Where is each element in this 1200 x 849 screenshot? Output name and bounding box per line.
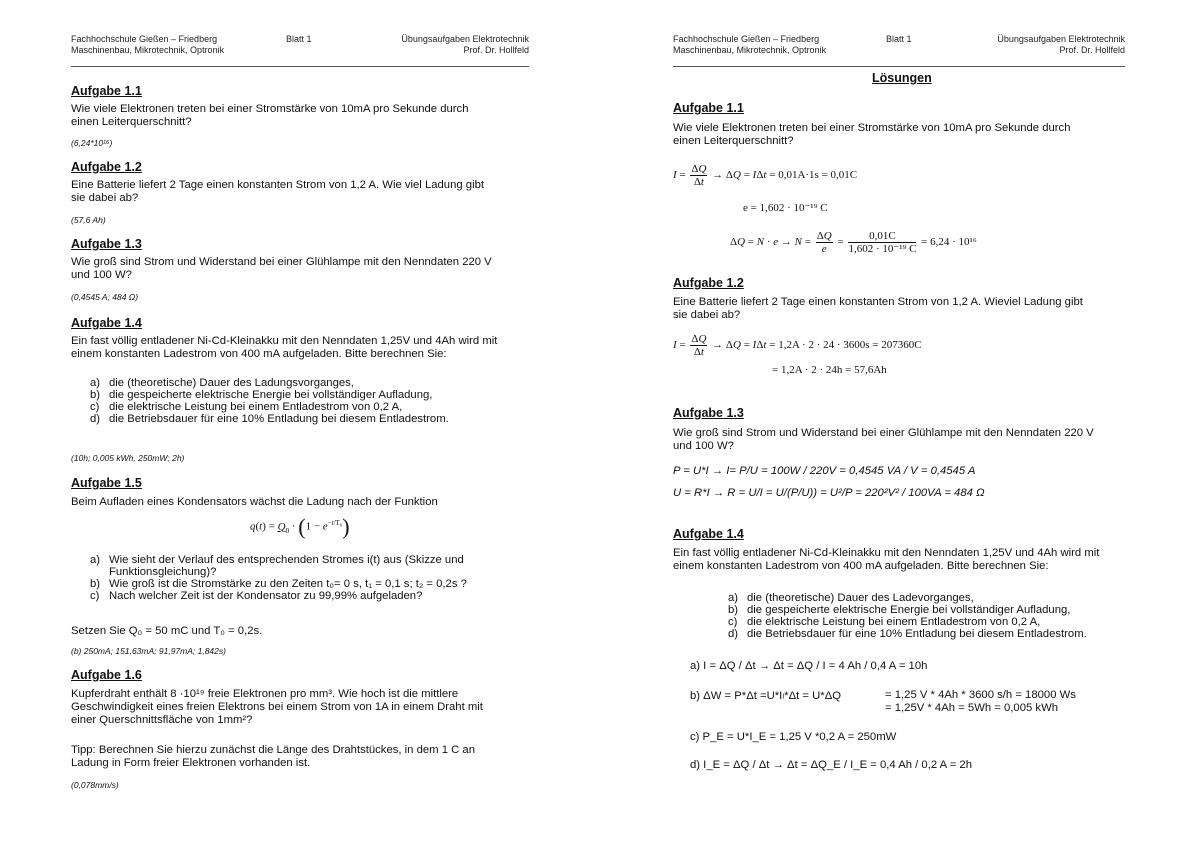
solution-line: d) I_E = ΔQ / Δt → Δt = ΔQ_E / I_E = 0,4 Ah / 0,2 A = 2h [690,759,973,771]
solutions-page [600,0,1200,849]
list-item: c) die elektrische Leistung bei einem Entladestrom von 0,2 A, [728,616,1041,628]
list-item: a) die (theoretische) Dauer des Ladungsvorganges, [90,377,354,389]
header-school: Fachhochschule Gießen – Friedberg [673,34,820,44]
header-professor: Prof. Dr. Hollfeld [1059,45,1125,55]
formula-line: ΔQ = N · e → N = $\frac{\Delta Q}{e}$ = $\frac{0,01C}{\text{1,602 · 10⁻¹⁹ C}}$ = 6,24 · 10¹⁶ [730,230,977,255]
task-heading: Aufgabe 1.2 [673,276,744,290]
task-text: Wie viele Elektronen treten bei einer Stromstärke von 10mA pro Sekunde durch einen Leiterquerschnitt? [673,122,1071,147]
task-heading: Aufgabe 1.3 [673,406,744,420]
header-school: Fachhochschule Gießen – Friedberg [71,34,218,44]
list-item: b) Wie groß ist die Stromstärke zu den Zeiten t₀= 0 s, t₁ = 0,1 s; t₂ = 0,2s ? [90,578,467,590]
page-title: Lösungen [872,71,932,85]
list-item: d) die Betriebsdauer für eine 10% Entladung bei diesem Entladestrom. [728,628,1087,640]
task-text: Beim Aufladen eines Kondensators wächst die Ladung nach der Funktion [71,496,438,508]
task-solution: (b) 250mA; 151,63mA; 91,97mA; 1,842s) [71,646,226,656]
solution-line: = 1,25V * 4Ah = 5Wh = 0,005 kWh [885,702,1059,714]
task-heading: Aufgabe 1.1 [71,84,142,98]
task-subitems [728,592,1128,640]
task-solution: (0,4545 A; 484 Ω) [71,292,139,302]
solution-line: = 1,25 V * 4Ah * 3600 s/h = 18000 Ws [885,689,1076,701]
charge-formula: $q(t) = Q_0 \cdot (1 - e^{-t/T_0})$ [250,514,350,539]
formula-line: I = $\frac{\Delta Q}{\Delta t}$ → ΔQ = IΔt = 0,01A·1s = 0,01C [673,163,858,188]
task-text: Kupferdraht enthält 8 ·10¹⁹ freie Elektronen pro mm³. Wie hoch ist die mittlere Geschwindigkeit eines freien Elektrons bei einem Strom von 1A in einem Draht mit einer Querschnittsfläche von 1mm²? [71,688,483,726]
list-item: b) die gespeicherte elektrische Energie bei vollständiger Aufladung, [728,604,1071,616]
calculation-line: P = U*I → I= P/U = 100W / 220V = 0,4545 VA / V = 0,4545 A [673,465,976,477]
list-item: c) die elektrische Leistung bei einem Entladestrom von 0,2 A, [90,401,403,413]
header-programs: Maschinenbau, Mikrotechnik, Optronik [71,45,225,55]
task-subitems [90,377,530,425]
list-item: a) Wie sieht der Verlauf des entsprechenden Stromes i(t) aus (Skizze und Funktionsgleichung)? [90,554,464,578]
task-text: Wie viele Elektronen treten bei einer Stromstärke von 10mA pro Sekunde durch einen Leiterquerschnitt? [71,103,469,128]
header-rule [673,66,1125,67]
task-solution: (6,24*10¹⁶) [71,138,113,148]
formula-line: e = 1,602 · 10⁻¹⁹ C [743,202,828,214]
task-text: Wie groß sind Strom und Widerstand bei einer Glühlampe mit den Nenndaten 220 V und 100 W? [673,427,1094,452]
task-solution: (57,6 Ah) [71,215,106,225]
task-given-values: Setzen Sie Q₀ = 50 mC und T₀ = 0,2s. [71,625,263,637]
task-heading: Aufgabe 1.6 [71,668,142,682]
list-item: a) die (theoretische) Dauer des Ladevorganges, [728,592,974,604]
list-item: d) die Betriebsdauer für eine 10% Entladung bei diesem Entladestrom. [90,413,449,425]
task-heading: Aufgabe 1.1 [673,101,744,115]
formula-line: = 1,2A · 2 · 24h = 57,6Ah [772,364,887,376]
list-item: b) die gespeicherte elektrische Energie bei vollständiger Aufladung, [90,389,433,401]
header-sheet: Blatt 1 [286,34,312,44]
task-text: Wie groß sind Strom und Widerstand bei einer Glühlampe mit den Nenndaten 220 V und 100 W? [71,256,492,281]
header-rule [71,66,529,67]
header-course: Übungsaufgaben Elektrotechnik [997,34,1125,44]
solution-line: b) ΔW = P*Δt =U*Iₗ*Δt = U*ΔQ [690,690,842,702]
formula-line: I = $\frac{\Delta Q}{\Delta t}$ → ΔQ = IΔt = 1,2A · 2 · 24 · 3600s = 207360C [673,333,922,358]
task-text: Ein fast völlig entladener Ni-Cd-Kleinakku mit den Nenndaten 1,25V und 4Ah wird mit einem konstanten Ladestrom von 400 mA aufgeladen. Bitte berechnen Sie: [673,547,1100,572]
task-heading: Aufgabe 1.4 [673,527,744,541]
task-text: Eine Batterie liefert 2 Tage einen konstanten Strom von 1,2 A. Wieviel Ladung gibt sie dabei ab? [673,296,1083,321]
task-text: Eine Batterie liefert 2 Tage einen konstanten Strom von 1,2 A. Wie viel Ladung gibt sie dabei ab? [71,179,485,204]
task-heading: Aufgabe 1.2 [71,160,142,174]
solution-line: c) P_E = U*I_E = 1,25 V *0,2 A = 250mW [690,731,897,743]
list-item: c) Nach welcher Zeit ist der Kondensator zu 99,99% aufgeladen? [90,590,423,602]
header-sheet: Blatt 1 [886,34,912,44]
header-professor: Prof. Dr. Hollfeld [463,45,529,55]
task-heading: Aufgabe 1.5 [71,476,142,490]
task-tip: Tipp: Berechnen Sie hierzu zunächst die Länge des Drahtstückes, in dem 1 C an Ladung in Form freier Elektronen vorhanden ist. [71,744,475,769]
task-heading: Aufgabe 1.4 [71,316,142,330]
task-heading: Aufgabe 1.3 [71,237,142,251]
header-programs: Maschinenbau, Mikrotechnik, Optronik [673,45,827,55]
task-subitems [90,554,510,602]
header-course: Übungsaufgaben Elektrotechnik [401,34,529,44]
task-solution: (10h; 0,005 kWh, 250mW; 2h) [71,453,185,463]
calculation-line: U = R*I → R = U/I = U/(P/U)) = U²/P = 220²V² / 100VA = 484 Ω [673,487,985,499]
solution-line: a) I = ΔQ / Δt → Δt = ΔQ / I = 4 Ah / 0,4 A = 10h [690,660,928,672]
task-text: Ein fast völlig entladener Ni-Cd-Kleinakku mit den Nenndaten 1,25V und 4Ah wird mit einem konstanten Ladestrom von 400 mA aufgeladen. Bitte berechnen Sie: [71,335,498,360]
task-solution: (0,078mm/s) [71,780,119,790]
